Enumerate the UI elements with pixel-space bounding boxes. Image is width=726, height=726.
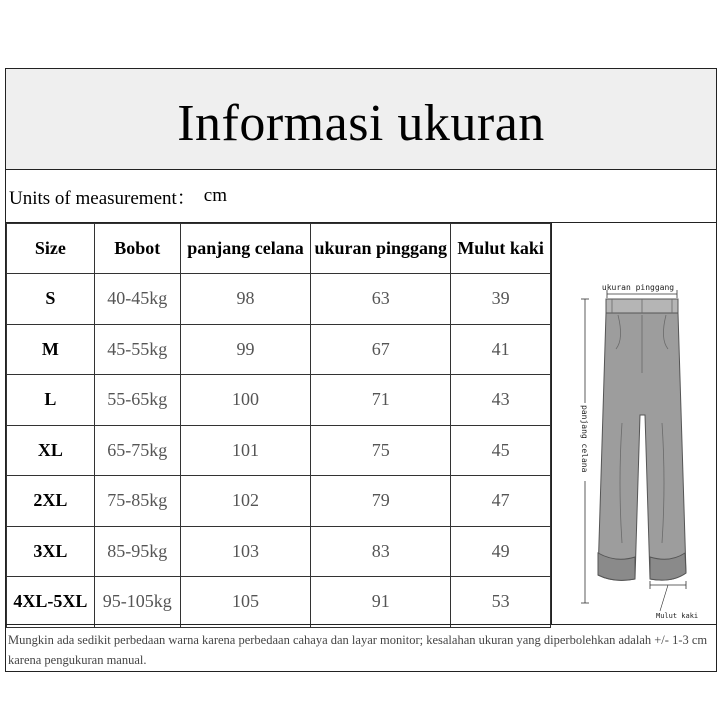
cell-size: 4XL-5XL [7, 577, 95, 628]
cell-mulut-kaki: 45 [451, 425, 551, 476]
size-chart-sheet [5, 68, 717, 672]
cell-size: 2XL [7, 476, 95, 527]
cell-mulut-kaki: 39 [451, 274, 551, 325]
waist-label: ukuran pinggang [601, 283, 675, 292]
table-row [7, 274, 551, 325]
cell-bobot: 45-55kg [94, 324, 180, 375]
header-panjang-celana: panjang celana [180, 224, 311, 274]
cell-bobot: 85-95kg [94, 526, 180, 577]
cell-pinggang: 91 [311, 577, 451, 628]
disclaimer-note: Mungkin ada sedikit perbedaan warna karena perbedaan cahaya dan layar monitor; kesalahan ukuran yang diperbolehkan adalah +/- 1-3 cm karena pengukuran manual. [6, 624, 716, 673]
cell-panjang: 105 [180, 577, 311, 628]
cell-pinggang: 71 [311, 375, 451, 426]
cell-mulut-kaki: 47 [451, 476, 551, 527]
hem-label: Mulut kaki [656, 612, 699, 620]
cell-mulut-kaki: 43 [451, 375, 551, 426]
cell-panjang: 101 [180, 425, 311, 476]
header-size: Size [7, 224, 95, 274]
table-header-row [7, 224, 551, 274]
cell-pinggang: 83 [311, 526, 451, 577]
cell-size: 3XL [7, 526, 95, 577]
table-row [7, 577, 551, 628]
cell-pinggang: 75 [311, 425, 451, 476]
table-row [7, 425, 551, 476]
cell-pinggang: 79 [311, 476, 451, 527]
length-label: panjang celana [580, 405, 589, 473]
units-label: Units of measurement： [9, 187, 196, 209]
cell-bobot: 65-75kg [94, 425, 180, 476]
table-row [7, 375, 551, 426]
cell-pinggang: 67 [311, 324, 451, 375]
table-row [7, 526, 551, 577]
cell-bobot: 75-85kg [94, 476, 180, 527]
cell-panjang: 98 [180, 274, 311, 325]
cell-size: L [7, 375, 95, 426]
cell-panjang: 99 [180, 324, 311, 375]
header-mulut-kaki: Mulut kaki [451, 224, 551, 274]
cell-panjang: 102 [180, 476, 311, 527]
units-value: cm [203, 185, 228, 206]
cell-bobot: 40-45kg [94, 274, 180, 325]
page-title: Informasi ukuran [177, 94, 545, 152]
cell-panjang: 103 [180, 526, 311, 577]
title-band [6, 69, 716, 170]
size-table [6, 223, 551, 628]
cell-mulut-kaki: 41 [451, 324, 551, 375]
cell-pinggang: 63 [311, 274, 451, 325]
header-ukuran-pinggang: ukuran pinggang [311, 224, 451, 274]
cell-mulut-kaki: 49 [451, 526, 551, 577]
cell-size: M [7, 324, 95, 375]
table-row [7, 324, 551, 375]
table-row [7, 476, 551, 527]
cell-bobot: 55-65kg [94, 375, 180, 426]
cell-mulut-kaki: 53 [451, 577, 551, 628]
cell-panjang: 100 [180, 375, 311, 426]
pants-diagram [552, 223, 715, 622]
pants-diagram-cell [551, 223, 716, 624]
units-row [6, 170, 716, 223]
cell-bobot: 95-105kg [94, 577, 180, 628]
cell-size: XL [7, 425, 95, 476]
header-bobot: Bobot [94, 224, 180, 274]
cell-size: S [7, 274, 95, 325]
